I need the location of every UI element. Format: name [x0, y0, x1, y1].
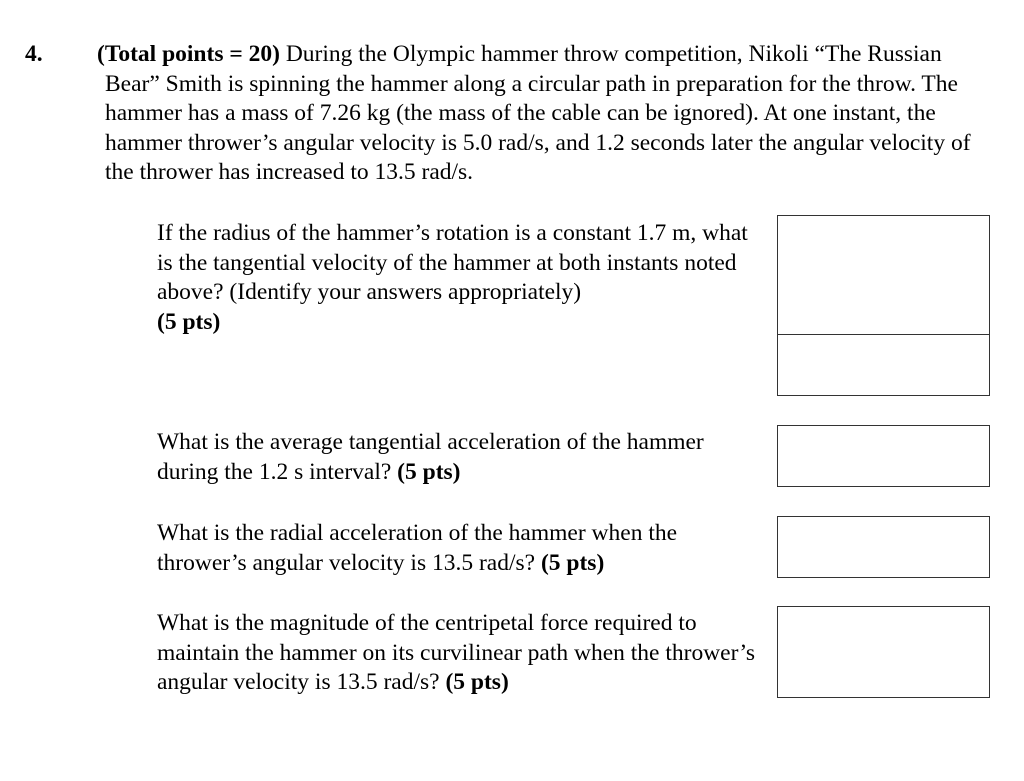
answer-input-1b[interactable] [778, 335, 989, 395]
question-2-text: What is the average tangential acceleration of the hammer during the 1.2 s interval? [157, 429, 704, 485]
answer-input-3[interactable] [778, 517, 989, 577]
question-4-points: (5 pts) [445, 669, 509, 695]
answer-input-2[interactable] [778, 426, 989, 486]
total-points-label: (Total points = 20) [97, 41, 280, 67]
question-3-points: (5 pts) [540, 549, 605, 576]
answer-box-4[interactable] [777, 606, 990, 698]
answer-input-1a[interactable] [778, 216, 989, 335]
question-3-text: What is the radial acceleration of the hammer when the thrower’s angular velocity is 13.5 rad/s? [157, 520, 678, 576]
question-4-text: What is the magnitude of the centripetal force required to maintain the hammer on its curvilinear path when the thrower’s angular velocity is 13.5 rad/s? [157, 610, 755, 695]
problem-number: 4. [25, 41, 43, 67]
question-2-points: (5 pts) [397, 458, 461, 485]
question-3 [157, 519, 762, 578]
problem-text: During the Olympic hammer throw competition, Nikoli “The Russian Bear” Smith is spinning the hammer along a circular path in preparation for the throw. The hammer has a mass of 7.26 kg (the mass of the cable can be ignored). At one instant, the hammer thrower’s angular velocity is 5.0 rad/s, and 1.2 seconds later the angular velocity of the thrower has increased to 13.5 rad/s. [105, 41, 971, 185]
answer-box-2[interactable] [777, 425, 990, 487]
answer-input-4[interactable] [778, 607, 989, 697]
question-1-text: If the radius of the hammer’s rotation is a constant 1.7 m, what is the tangential velocity of the hammer at both instants noted above? (Identify your answers appropriately) [157, 220, 748, 305]
problem-statement [25, 40, 985, 188]
question-1 [157, 219, 762, 337]
question-2 [157, 428, 762, 487]
answer-box-1a[interactable] [777, 215, 990, 336]
question-4 [157, 609, 762, 698]
answer-box-1b[interactable] [777, 334, 990, 396]
question-1-points: (5 pts) [157, 308, 221, 335]
answer-box-3[interactable] [777, 516, 990, 578]
